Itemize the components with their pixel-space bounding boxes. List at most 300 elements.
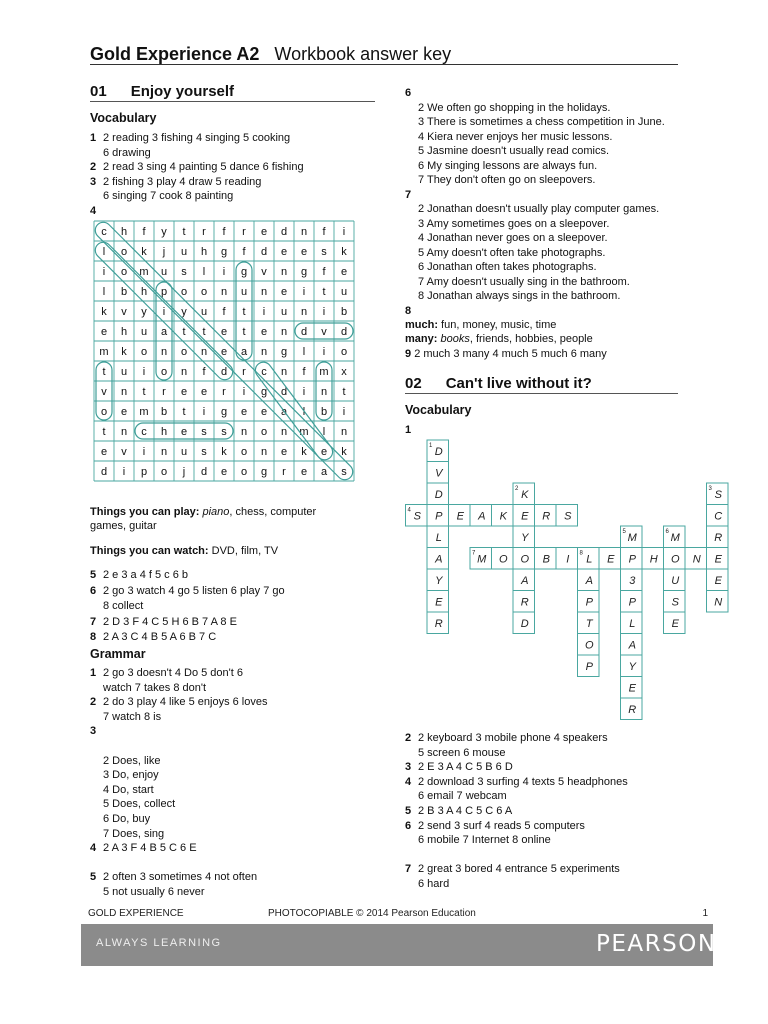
footer-page-number: 1 (702, 908, 708, 919)
crossword-letter: L (586, 553, 593, 566)
crossword-letter: N (692, 553, 701, 566)
wordsearch-letter: t (182, 226, 186, 238)
answer-number: 1 (90, 667, 97, 679)
many-label: many: (405, 333, 438, 345)
crossword-clue-number: 5 (622, 529, 626, 535)
wordsearch-letter: l (102, 246, 106, 258)
crossword-clue-number: 4 (407, 507, 411, 514)
answer-number: 2 (405, 732, 412, 744)
wordsearch-letter: x (341, 366, 347, 378)
crossword-clue-number: 6 (665, 529, 669, 535)
wordsearch-letter: s (341, 466, 347, 478)
answer-line (405, 804, 512, 819)
answer-line (90, 615, 237, 630)
wordsearch-letter: k (101, 306, 107, 318)
wordsearch-letter: t (182, 326, 186, 338)
crossword-clue-number: 7 (472, 550, 476, 557)
wordsearch-letter: e (300, 466, 308, 478)
wordsearch-letter: o (120, 266, 128, 278)
crossword-letter: D (434, 445, 443, 458)
wordsearch-letter: e (180, 426, 188, 438)
wordsearch-letter: f (222, 226, 226, 238)
wordsearch-letter: k (141, 246, 147, 258)
answer-line (90, 797, 175, 812)
wordsearch-letter: i (142, 366, 146, 378)
answer-text: 2 Does, like (103, 754, 161, 767)
wordsearch-letter: o (240, 446, 248, 458)
wordsearch-letter: c (261, 366, 267, 378)
wordsearch-letter: n (280, 266, 288, 278)
answer-number: 5 (405, 805, 412, 817)
play-italic: piano (202, 506, 230, 518)
crossword-letter: A (628, 639, 636, 652)
answer-line (90, 204, 103, 219)
grammar-heading: Grammar (90, 647, 146, 661)
answer-number: 7 (405, 188, 412, 201)
answer-text: 3 Amy sometimes goes on a sleepover. (418, 217, 610, 230)
answer-text: 7 Amy doesn't usually sing in the bathroom. (418, 275, 630, 288)
crossword-letter: R (628, 703, 637, 716)
answer-line (405, 86, 418, 101)
footer-strip (88, 908, 714, 919)
wordsearch-letter: o (160, 366, 168, 378)
crossword-clue-number: 3 (708, 486, 712, 492)
wordsearch-letter: t (342, 386, 346, 398)
wordsearch-letter: n (280, 326, 288, 338)
book-title: Gold Experience A2 (90, 44, 260, 64)
line-9-number: 9 (405, 348, 412, 360)
wordsearch-letter: d (300, 326, 308, 338)
answer-line (405, 246, 605, 261)
much-label: much: (405, 319, 438, 331)
answer-line (90, 599, 143, 614)
wordsearch-letter: i (222, 266, 226, 278)
answer-line (90, 739, 103, 754)
wordsearch-letter: f (322, 226, 326, 238)
many-line (405, 332, 593, 347)
things-watch (90, 544, 278, 559)
wordsearch-letter: k (341, 446, 347, 458)
answer-line (90, 870, 257, 885)
wordsearch-letter: t (182, 406, 186, 418)
wordsearch-letter: n (160, 346, 168, 358)
answer-line (90, 856, 103, 871)
answer-number: 3 (90, 175, 97, 188)
wordsearch-letter: o (100, 406, 108, 418)
wordsearch-letter: i (322, 306, 326, 318)
answer-text: 2 A 3 F 4 B 5 C 6 E (103, 842, 197, 855)
unit2-number: 02 (405, 375, 422, 392)
crossword-letter: D (434, 488, 443, 501)
wordsearch-letter: m (319, 366, 329, 378)
answer-line (90, 681, 206, 696)
unit2-vocab-1-number: 1 (405, 424, 412, 436)
crossword-letter: L (435, 531, 442, 544)
much-rest: fun, money, music, time (438, 319, 557, 331)
footer-book: GOLD EXPERIENCE (88, 908, 184, 919)
answer-number: 5 (90, 871, 97, 884)
wordsearch-letter: u (240, 286, 248, 298)
wordsearch-letter: r (242, 366, 246, 378)
wordsearch-letter: j (162, 246, 166, 258)
crossword-letter: R (434, 617, 443, 630)
crossword-letter: B (542, 553, 550, 566)
answer-line (405, 101, 610, 116)
wordsearch-letter: f (222, 306, 226, 318)
answer-line (405, 260, 597, 275)
answer-text: 5 Jasmine doesn't usually read comics. (418, 145, 610, 157)
wordsearch-letter: t (102, 426, 106, 438)
answer-line (90, 754, 160, 769)
wordsearch-letter: f (142, 226, 146, 238)
crossword-letter: R (520, 596, 529, 609)
crossword-letter: E (671, 617, 679, 630)
document-title (90, 44, 451, 65)
answer-text: 2 E 3 A 4 C 5 B 6 D (418, 761, 513, 774)
wordsearch-letter: l (302, 406, 306, 418)
wordsearch-letter: n (180, 366, 188, 378)
wordsearch-letter: y (141, 306, 147, 318)
wordsearch-letter: l (102, 286, 106, 298)
wordsearch-letter: k (221, 446, 227, 458)
crossword-letter: E (628, 682, 636, 695)
wordsearch-letter: a (240, 346, 248, 358)
wordsearch-letter: g (220, 406, 228, 418)
answer-text: 7 They don't often go on sleepovers. (418, 174, 596, 186)
answer-text: 2 often 3 sometimes 4 not often (103, 871, 258, 884)
wordsearch-letter: n (200, 346, 208, 358)
answer-text: 3 Do, enjoy (103, 769, 159, 782)
wordsearch-letter: t (322, 286, 326, 298)
answer-text: watch 7 takes 8 don't (103, 681, 206, 694)
wordsearch-letter: r (242, 226, 246, 238)
answer-line (90, 768, 159, 783)
wordsearch-letter: l (202, 266, 206, 278)
wordsearch-letter: t (242, 306, 246, 318)
answer-number: 3 (90, 725, 97, 738)
pearson-logo: PEARSON (596, 931, 717, 957)
answer-line (405, 833, 551, 848)
answer-text: 5 Does, collect (103, 798, 176, 811)
wordsearch-letter: f (202, 366, 206, 378)
answer-number: 4 (90, 842, 97, 855)
answer-number: 4 (405, 775, 412, 788)
wordsearch-letter: e (320, 446, 328, 458)
crossword-clue-number: 1 (429, 443, 433, 449)
many-italic: books (440, 333, 470, 345)
answer-line (90, 710, 161, 725)
wordsearch-letter: h (140, 286, 148, 298)
wordsearch-letter: o (260, 426, 268, 438)
crossword-letter: R (714, 531, 723, 544)
answer-line (90, 812, 150, 827)
unit2-title: Can't live without it? (445, 375, 592, 392)
unit2-heading (405, 375, 592, 392)
wordsearch-letter: y (181, 306, 187, 318)
answer-text: 2 fishing 3 play 4 draw 5 reading (103, 175, 262, 188)
wordsearch-letter: r (202, 226, 206, 238)
wordsearch-letter: i (342, 406, 346, 418)
wordsearch-letter: e (200, 386, 208, 398)
answer-line (90, 630, 216, 645)
wordsearch-letter: o (180, 346, 188, 358)
answer-line (405, 819, 585, 834)
wordsearch-letter: o (240, 466, 248, 478)
answer-line (405, 877, 449, 892)
wordsearch-letter: n (120, 386, 128, 398)
answer-number: 6 (405, 819, 412, 832)
wordsearch-letter: s (181, 266, 187, 278)
wordsearch-letter: m (299, 426, 309, 438)
answer-text: 2 go 3 watch 4 go 5 listen 6 play 7 go (103, 584, 285, 597)
answer-line (90, 160, 304, 175)
wordsearch-letter: o (120, 246, 128, 258)
answer-text: 2 great 3 bored 4 entrance 5 experiments (418, 863, 620, 876)
answer-line (90, 584, 285, 599)
things-play-2: games, guitar (90, 520, 157, 532)
play-label: Things you can play: (90, 506, 200, 518)
wordsearch-letter: j (182, 466, 186, 478)
answer-text: 2 A 3 C 4 B 5 A 6 B 7 C (103, 631, 217, 643)
crossword-letter: O (670, 553, 680, 566)
answer-text: 8 Jonathan always sings in the bathroom. (418, 290, 621, 302)
wordsearch-letter: p (140, 466, 148, 478)
answer-number: 2 (90, 696, 97, 709)
crossword-letter: I (566, 553, 570, 566)
unit1-heading (90, 83, 234, 100)
wordsearch-letter: i (202, 406, 206, 418)
wordsearch-letter: e (240, 406, 248, 418)
answer-number: 6 (405, 87, 412, 99)
wordsearch-letter: g (260, 466, 268, 478)
wordsearch-letter: h (200, 246, 208, 258)
wordsearch-grid (92, 219, 354, 491)
wordsearch-letter: e (100, 446, 108, 458)
answer-line (90, 885, 205, 900)
crossword-letter: E (435, 596, 443, 609)
wordsearch-letter: e (260, 226, 268, 238)
crossword-letter: P (585, 596, 593, 609)
wordsearch-letter: g (240, 266, 248, 278)
wordsearch-letter: s (201, 426, 207, 438)
answer-line (90, 827, 164, 842)
wordsearch-letter: e (220, 326, 228, 338)
crossword-letter: P (628, 596, 636, 609)
crossword-letter: 3 (629, 574, 636, 587)
wordsearch-letter: i (302, 386, 306, 398)
crossword-letter: A (585, 574, 593, 587)
footer-copyright: PHOTOCOPIABLE © 2014 Pearson Education (268, 908, 476, 919)
answer-line (90, 146, 151, 161)
wordsearch-letter: v (261, 266, 267, 278)
wordsearch-letter: o (140, 346, 148, 358)
wordsearch-letter: n (280, 366, 288, 378)
wordsearch-letter: d (280, 226, 288, 238)
wordsearch-letter: s (201, 446, 207, 458)
much-line (405, 318, 556, 333)
answer-text: 2 send 3 surf 4 reads 5 computers (418, 819, 585, 832)
wordsearch-letter: e (220, 346, 228, 358)
answer-line (405, 159, 597, 174)
wordsearch-letter: n (340, 426, 348, 438)
wordsearch-letter: u (180, 246, 188, 258)
answer-line (405, 304, 418, 319)
answer-text: 6 Do, buy (103, 813, 151, 825)
answer-line (405, 775, 628, 790)
wordsearch-letter: l (302, 346, 306, 358)
wordsearch-letter: n (240, 426, 248, 438)
crossword-letter: A (435, 553, 443, 566)
crossword-letter: D (520, 617, 529, 630)
answer-text: 3 There is sometimes a chess competition in June. (418, 116, 665, 128)
answer-line (405, 231, 608, 246)
crossword-letter: P (585, 660, 593, 673)
wordsearch-letter: r (282, 466, 286, 478)
answer-text: 5 Amy doesn't often take photographs. (418, 246, 606, 259)
wordsearch-letter: t (202, 326, 206, 338)
wordsearch-letter: n (260, 346, 268, 358)
crossword-letter: O (520, 553, 530, 566)
wordsearch-letter: u (340, 286, 348, 298)
answer-text: 2 B 3 A 4 C 5 C 6 A (418, 805, 513, 817)
wordsearch-letter: e (180, 386, 188, 398)
unit2-vocab-heading: Vocabulary (405, 403, 472, 417)
answer-line (90, 783, 154, 798)
answer-line (405, 789, 507, 804)
answer-text: 6 hard (418, 878, 450, 890)
wordsearch-letter: a (320, 466, 328, 478)
answer-line (405, 848, 418, 863)
answer-number: 5 (90, 569, 97, 581)
wordsearch-letter: e (260, 326, 268, 338)
wordsearch-letter: n (260, 446, 268, 458)
answer-text: 6 singing 7 cook 8 painting (103, 190, 234, 202)
wordsearch-letter: h (120, 326, 128, 338)
always-learning: ALWAYS LEARNING (96, 937, 222, 949)
answer-text: 2 D 3 F 4 C 5 H 6 B 7 A 8 E (103, 615, 237, 628)
wordsearch-letter: d (280, 386, 288, 398)
answer-text: 7 watch 8 is (103, 710, 162, 723)
wordsearch-letter: o (340, 346, 348, 358)
wordsearch-letter: r (222, 386, 226, 398)
crossword-letter: S (714, 488, 722, 501)
wordsearch-letter: d (340, 326, 348, 338)
wordsearch-letter: v (101, 386, 107, 398)
wordsearch-letter: n (260, 286, 268, 298)
wordsearch-letter: g (260, 386, 268, 398)
wordsearch-letter: l (322, 426, 326, 438)
wordsearch-letter: k (341, 246, 347, 258)
wordsearch-letter: n (320, 386, 328, 398)
doc-subtitle: Workbook answer key (274, 44, 452, 64)
line-9-text: 2 much 3 many 4 much 5 much 6 many (414, 348, 607, 360)
wordsearch-letter: c (141, 426, 147, 438)
answer-text: 4 Kiera never enjoys her music lessons. (418, 130, 613, 143)
crossword-letter: N (714, 596, 723, 609)
things-play (90, 505, 316, 520)
crossword-letter: T (585, 617, 593, 630)
wordsearch-letter: u (140, 326, 148, 338)
crossword-letter: A (478, 510, 486, 523)
answer-line (405, 130, 612, 145)
answer-line (405, 275, 630, 290)
wordsearch-letter: f (242, 246, 246, 258)
answer-text: 7 Does, sing (103, 827, 165, 840)
wordsearch-letter: k (121, 346, 127, 358)
answer-line (405, 144, 609, 159)
crossword-letter: Y (435, 574, 443, 587)
crossword-letter: P (435, 510, 443, 523)
crossword-letter: S (671, 596, 679, 609)
wordsearch-letter: g (280, 346, 288, 358)
crossword-letter: L (629, 617, 636, 630)
wordsearch-letter: s (221, 426, 227, 438)
wordsearch-letter: h (160, 426, 168, 438)
wordsearch-letter: i (102, 266, 106, 278)
wordsearch-letter: u (280, 306, 288, 318)
answer-text: 6 Jonathan often takes photographs. (418, 261, 597, 273)
crossword-letter: U (671, 574, 680, 587)
answer-text: 2 Jonathan doesn't usually play computer games. (418, 203, 660, 215)
wordsearch-letter: n (160, 446, 168, 458)
watch-rest: DVD, film, TV (208, 545, 279, 557)
wordsearch-letter: t (242, 326, 246, 338)
wordsearch-letter: e (280, 286, 288, 298)
line-9 (405, 347, 607, 362)
wordsearch-letter: f (302, 366, 306, 378)
answer-text: 2 reading 3 fishing 4 singing 5 cooking (103, 132, 291, 144)
answer-line (90, 695, 268, 710)
wordsearch-letter: n (120, 426, 128, 438)
wordsearch-letter: s (321, 246, 327, 258)
unit2-vocab-1 (405, 423, 411, 438)
wordsearch-letter: p (160, 286, 168, 298)
crossword-clue-number: 8 (579, 550, 583, 557)
wordsearch-letter: i (122, 466, 126, 478)
answer-text: 2 go 3 doesn't 4 Do 5 don't 6 (103, 667, 243, 679)
unit1-title: Enjoy yourself (130, 83, 235, 100)
crossword-letter: E (456, 510, 464, 523)
wordsearch-letter: u (180, 446, 188, 458)
crossword-letter: E (714, 553, 722, 566)
wordsearch-letter: e (280, 446, 288, 458)
wordsearch-letter: i (342, 226, 346, 238)
answer-number: 3 (405, 761, 412, 774)
wordsearch-letter: v (321, 326, 327, 338)
answer-number: 8 (405, 304, 412, 317)
wordsearch-letter: v (121, 306, 127, 318)
wordsearch-letter: u (120, 366, 128, 378)
answer-line (405, 217, 609, 232)
wordsearch-letter: k (301, 446, 307, 458)
answer-text: 6 email 7 webcam (418, 790, 507, 803)
wordsearch-letter: e (260, 406, 268, 418)
wordsearch-letter: i (142, 446, 146, 458)
play-rest: , chess, computer (229, 506, 317, 518)
wordsearch-letter: h (120, 226, 128, 238)
answer-text: 5 screen 6 mouse (418, 746, 506, 759)
answer-line (90, 724, 103, 739)
crossword-letter: K (499, 510, 507, 523)
wordsearch-letter: b (340, 306, 348, 318)
answer-number: 4 (90, 204, 97, 217)
answer-text: 8 collect (103, 600, 144, 612)
wordsearch-letter: e (120, 406, 128, 418)
wordsearch-letter: e (300, 246, 308, 258)
answer-line (405, 731, 608, 746)
header-rule (90, 64, 678, 65)
wordsearch-letter: i (242, 386, 246, 398)
